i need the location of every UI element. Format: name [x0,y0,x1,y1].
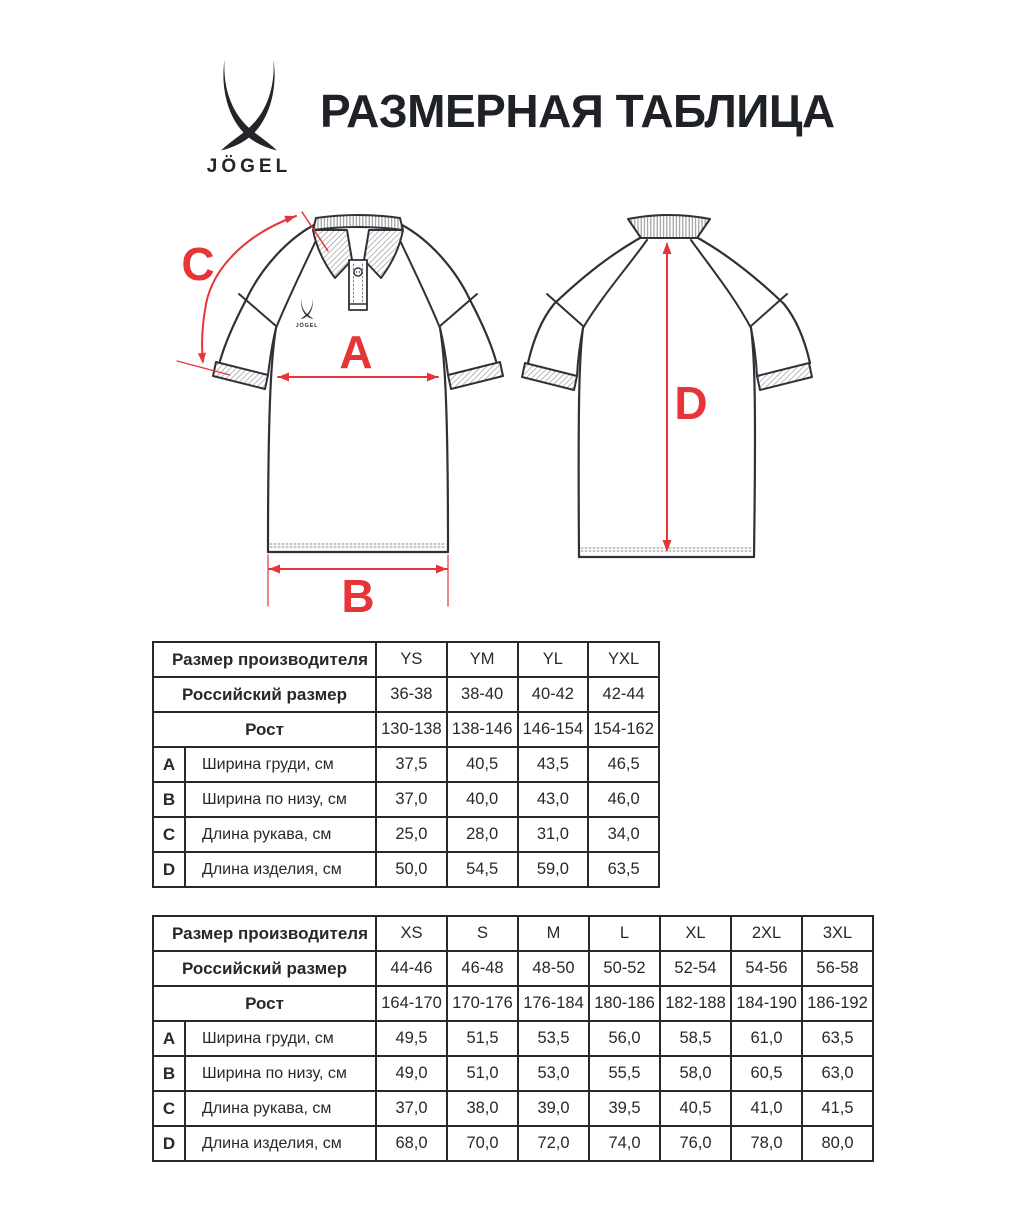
back-collar [628,215,710,238]
garment-diagram [150,188,850,638]
measure-letter-cell: C [153,817,185,852]
placket [349,260,367,310]
info-row [153,677,659,712]
measure-letter-cell: D [153,852,185,887]
measure-row [153,852,659,887]
measure-value-cell: 53,5 [518,1021,589,1056]
size-header-cell: XS [376,916,447,951]
measure-value-cell: 49,5 [376,1021,447,1056]
measure-value-cell: 54,5 [447,852,518,887]
youth-size-table [152,641,660,888]
measure-value-cell: 41,5 [802,1091,873,1126]
measure-value-cell: 60,5 [731,1056,802,1091]
measure-label-cell: Длина рукава, см [185,817,376,852]
measure-value-cell: 49,0 [376,1056,447,1091]
info-value-cell: 38-40 [447,677,518,712]
info-value-cell: 52-54 [660,951,731,986]
front-collar-right [364,230,403,278]
info-value-cell: 54-56 [731,951,802,986]
manufacturer-size-label: Размер производителя [153,642,376,677]
dimension-label-c: C [181,238,215,290]
measure-value-cell: 41,0 [731,1091,802,1126]
measure-letter-cell: B [153,1056,185,1091]
measure-row [153,1126,873,1161]
info-value-cell: 40-42 [518,677,589,712]
size-header-cell: YS [376,642,447,677]
measure-label-cell: Длина рукава, см [185,1091,376,1126]
dimension-a-chest [278,326,438,382]
measure-value-cell: 74,0 [589,1126,660,1161]
size-header-cell: S [447,916,518,951]
measure-value-cell: 50,0 [376,852,447,887]
info-row-label: Российский размер [153,951,376,986]
measure-value-cell: 38,0 [447,1091,518,1126]
measure-value-cell: 76,0 [660,1126,731,1161]
measure-value-cell: 43,0 [518,782,589,817]
measure-value-cell: 37,5 [376,747,447,782]
measure-value-cell: 46,0 [588,782,659,817]
info-value-cell: 146-154 [518,712,589,747]
chest-logo-wordmark: JÖGEL [295,323,319,329]
measure-letter-cell: A [153,747,185,782]
info-row [153,951,873,986]
measure-value-cell: 37,0 [376,782,447,817]
measure-value-cell: 40,5 [660,1091,731,1126]
manufacturer-size-row [153,642,659,677]
measure-row [153,747,659,782]
info-value-cell: 42-44 [588,677,659,712]
dimension-arrows [177,212,708,622]
measure-value-cell: 53,0 [518,1056,589,1091]
measure-value-cell: 40,5 [447,747,518,782]
measure-value-cell: 46,5 [588,747,659,782]
measure-value-cell: 61,0 [731,1021,802,1056]
info-value-cell: 182-188 [660,986,731,1021]
info-value-cell: 170-176 [447,986,518,1021]
measure-value-cell: 58,0 [660,1056,731,1091]
measure-value-cell: 58,5 [660,1021,731,1056]
front-collar-band [313,215,403,230]
measure-value-cell: 39,0 [518,1091,589,1126]
info-row [153,712,659,747]
measure-value-cell: 63,5 [588,852,659,887]
info-value-cell: 184-190 [731,986,802,1021]
size-header-cell: YM [447,642,518,677]
measure-value-cell: 51,5 [447,1021,518,1056]
dimension-c-sleeve [177,212,328,375]
measure-value-cell: 72,0 [518,1126,589,1161]
measure-value-cell: 34,0 [588,817,659,852]
measure-value-cell: 40,0 [447,782,518,817]
measure-value-cell: 68,0 [376,1126,447,1161]
front-right-cuff [448,362,503,389]
dimension-d-length [663,242,708,552]
measure-label-cell: Ширина по низу, см [185,782,376,817]
measure-value-cell: 63,5 [802,1021,873,1056]
info-row-label: Рост [153,712,376,747]
info-value-cell: 154-162 [588,712,659,747]
size-header-cell: XL [660,916,731,951]
measure-value-cell: 39,5 [589,1091,660,1126]
measure-letter-cell: C [153,1091,185,1126]
measure-value-cell: 37,0 [376,1091,447,1126]
info-value-cell: 138-146 [447,712,518,747]
measure-value-cell: 78,0 [731,1126,802,1161]
info-value-cell: 186-192 [802,986,873,1021]
jogel-logo [193,58,305,178]
size-header-cell: L [589,916,660,951]
manufacturer-size-label: Размер производителя [153,916,376,951]
dimension-label-d: D [674,377,708,429]
info-value-cell: 46-48 [447,951,518,986]
back-left-cuff [522,363,577,390]
measure-value-cell: 25,0 [376,817,447,852]
jogel-logo-icon [204,58,294,154]
back-right-cuff [757,363,812,390]
measure-row [153,1091,873,1126]
measure-value-cell: 51,0 [447,1056,518,1091]
measure-label-cell: Длина изделия, см [185,852,376,887]
measure-label-cell: Ширина груди, см [185,1021,376,1056]
manufacturer-size-row [153,916,873,951]
adult-size-table [152,915,874,1162]
measure-row [153,1056,873,1091]
size-header-cell: 2XL [731,916,802,951]
measure-row [153,782,659,817]
measure-row [153,817,659,852]
measure-value-cell: 28,0 [447,817,518,852]
measure-value-cell: 31,0 [518,817,589,852]
front-left-cuff [213,362,268,389]
jogel-logo-wordmark: JÖGEL [206,156,292,177]
info-row-label: Рост [153,986,376,1021]
button [354,268,362,276]
measure-label-cell: Длина изделия, см [185,1126,376,1161]
info-value-cell: 50-52 [589,951,660,986]
size-header-cell: M [518,916,589,951]
measure-label-cell: Ширина груди, см [185,747,376,782]
info-row [153,986,873,1021]
front-view [213,215,503,552]
dimension-label-b: B [341,570,375,622]
info-value-cell: 180-186 [589,986,660,1021]
info-value-cell: 176-184 [518,986,589,1021]
polo-shirt-drawing [150,188,850,638]
measure-letter-cell: D [153,1126,185,1161]
measure-value-cell: 80,0 [802,1126,873,1161]
measure-value-cell: 70,0 [447,1126,518,1161]
size-header-cell: YL [518,642,589,677]
info-value-cell: 44-46 [376,951,447,986]
info-value-cell: 130-138 [376,712,447,747]
measure-row [153,1021,873,1056]
measure-value-cell: 63,0 [802,1056,873,1091]
measure-value-cell: 43,5 [518,747,589,782]
measure-value-cell: 55,5 [589,1056,660,1091]
info-value-cell: 56-58 [802,951,873,986]
measure-value-cell: 56,0 [589,1021,660,1056]
info-row-label: Российский размер [153,677,376,712]
page-title: РАЗМЕРНАЯ ТАБЛИЦА [320,85,835,137]
dimension-label-a: A [339,326,373,378]
info-value-cell: 164-170 [376,986,447,1021]
measure-letter-cell: B [153,782,185,817]
measure-value-cell: 59,0 [518,852,589,887]
measure-label-cell: Ширина по низу, см [185,1056,376,1091]
chest-logo [301,298,314,319]
info-value-cell: 48-50 [518,951,589,986]
size-header-cell: 3XL [802,916,873,951]
size-header-cell: YXL [588,642,659,677]
dimension-b-bottom [268,555,448,622]
measure-letter-cell: A [153,1021,185,1056]
info-value-cell: 36-38 [376,677,447,712]
